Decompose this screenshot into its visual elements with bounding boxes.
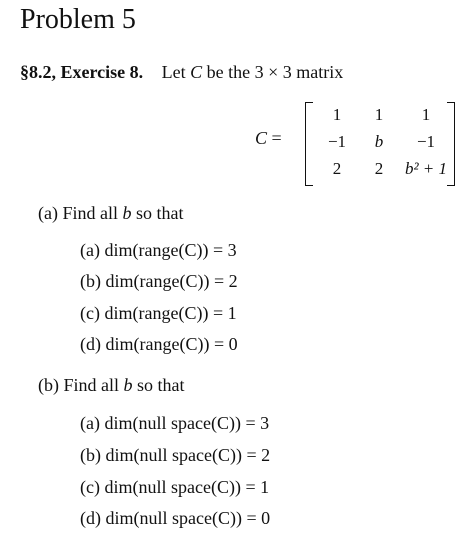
problem-title: Problem 5 <box>20 4 136 35</box>
part-a-prompt <box>38 203 184 224</box>
matrix-cell-r3c3: b² + 1 <box>404 159 448 178</box>
item-expr: dim(null space(C)) = 2 <box>105 445 271 465</box>
part-b-prompt-after: so that <box>137 375 185 395</box>
item-label: (d) <box>80 334 101 354</box>
part-b-label: (b) <box>38 375 59 395</box>
exercise-ref: §8.2, Exercise 8. <box>20 62 144 82</box>
item-label: (c) <box>80 477 100 497</box>
item-expr: dim(null space(C)) = 0 <box>105 508 271 528</box>
item-expr: dim(range(C)) = 2 <box>105 271 238 291</box>
matrix-left-bracket <box>305 102 313 186</box>
item-expr: dim(null space(C)) = 3 <box>104 413 270 433</box>
exercise-text-before: Let <box>161 62 186 82</box>
item-expr: dim(null space(C)) = 1 <box>104 477 270 497</box>
exercise-text-after: be the 3 × 3 matrix <box>206 62 344 82</box>
matrix <box>305 102 455 186</box>
part-b-item <box>80 445 270 466</box>
part-b-item <box>80 508 270 529</box>
item-label: (b) <box>80 271 101 291</box>
matrix-cell-r1c3: 1 <box>421 105 431 124</box>
matrix-cell-r2c3: −1 <box>416 132 436 151</box>
part-a-item <box>80 240 237 261</box>
part-b-item <box>80 477 269 498</box>
item-label: (c) <box>80 303 100 323</box>
matrix-cell-r2c2: b <box>374 132 384 151</box>
part-a-item <box>80 271 238 292</box>
item-label: (d) <box>80 508 101 528</box>
matrix-cell-r3c2: 2 <box>374 159 384 178</box>
matrix-cell-r1c1: 1 <box>332 105 342 124</box>
matrix-lhs <box>255 128 282 149</box>
item-label: (a) <box>80 240 100 260</box>
item-expr: dim(range(C)) = 1 <box>104 303 237 323</box>
matrix-cell-r1c2: 1 <box>374 105 384 124</box>
part-a-item <box>80 303 237 324</box>
matrix-equals: = <box>271 128 282 148</box>
part-a-var: b <box>122 203 132 223</box>
part-a-label: (a) <box>38 203 58 223</box>
item-label: (b) <box>80 445 101 465</box>
matrix-cell-r3c1: 2 <box>332 159 342 178</box>
matrix-lhs-var: C <box>255 128 268 148</box>
matrix-cell-r2c1: −1 <box>327 132 347 151</box>
part-b-var: b <box>123 375 133 395</box>
item-expr: dim(range(C)) = 0 <box>105 334 238 354</box>
part-b-prompt-before: Find all <box>63 375 120 395</box>
exercise-statement <box>20 62 343 83</box>
part-a-prompt-before: Find all <box>62 203 118 223</box>
item-label: (a) <box>80 413 100 433</box>
part-a-prompt-after: so that <box>136 203 184 223</box>
exercise-var: C <box>190 62 203 82</box>
part-b-prompt <box>38 375 185 396</box>
part-b-item <box>80 413 269 434</box>
item-expr: dim(range(C)) = 3 <box>104 240 237 260</box>
part-a-item <box>80 334 238 355</box>
